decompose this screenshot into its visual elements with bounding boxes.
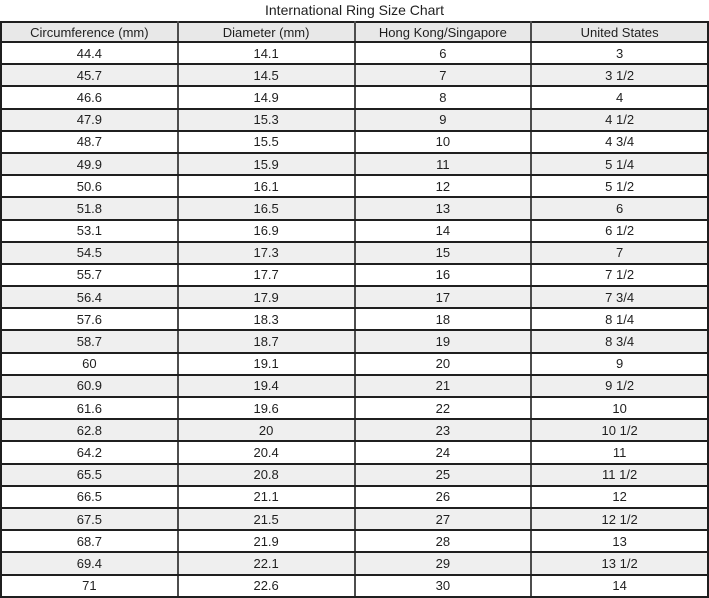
table-row bbox=[1, 64, 708, 86]
table-cell: 68.7 bbox=[1, 530, 178, 552]
table-row bbox=[1, 375, 708, 397]
table-cell: 9 bbox=[355, 109, 532, 131]
table-cell: 16 bbox=[355, 264, 532, 286]
table-cell: 69.4 bbox=[1, 552, 178, 574]
table-cell: 71 bbox=[1, 575, 178, 598]
table-row bbox=[1, 441, 708, 463]
table-cell: 10 1/2 bbox=[531, 419, 708, 441]
table-cell: 15 bbox=[355, 242, 532, 264]
table-cell: 21.1 bbox=[178, 486, 355, 508]
table-row bbox=[1, 353, 708, 375]
table-cell: 19.1 bbox=[178, 353, 355, 375]
table-cell: 49.9 bbox=[1, 153, 178, 175]
table-cell: 44.4 bbox=[1, 42, 178, 64]
table-cell: 20.8 bbox=[178, 464, 355, 486]
table-cell: 58.7 bbox=[1, 330, 178, 352]
table-cell: 14.1 bbox=[178, 42, 355, 64]
table-cell: 53.1 bbox=[1, 220, 178, 242]
table-cell: 13 bbox=[355, 197, 532, 219]
table-cell: 5 1/2 bbox=[531, 175, 708, 197]
table-cell: 16.1 bbox=[178, 175, 355, 197]
table-cell: 64.2 bbox=[1, 441, 178, 463]
table-row bbox=[1, 530, 708, 552]
table-cell: 45.7 bbox=[1, 64, 178, 86]
table-cell: 12 bbox=[355, 175, 532, 197]
table-cell: 20 bbox=[355, 353, 532, 375]
table-cell: 28 bbox=[355, 530, 532, 552]
table-cell: 15.9 bbox=[178, 153, 355, 175]
table-row bbox=[1, 397, 708, 419]
table-cell: 8 bbox=[355, 86, 532, 108]
table-cell: 61.6 bbox=[1, 397, 178, 419]
table-cell: 10 bbox=[531, 397, 708, 419]
table-cell: 26 bbox=[355, 486, 532, 508]
table-header bbox=[1, 22, 708, 42]
table-cell: 21.9 bbox=[178, 530, 355, 552]
table-cell: 62.8 bbox=[1, 419, 178, 441]
table-row bbox=[1, 419, 708, 441]
column-header: Diameter (mm) bbox=[178, 22, 355, 42]
table-cell: 14 bbox=[531, 575, 708, 598]
table-row bbox=[1, 508, 708, 530]
table-cell: 15.5 bbox=[178, 131, 355, 153]
table-cell: 14.5 bbox=[178, 64, 355, 86]
table-row bbox=[1, 175, 708, 197]
table-cell: 21.5 bbox=[178, 508, 355, 530]
table-row bbox=[1, 153, 708, 175]
table-cell: 7 bbox=[355, 64, 532, 86]
table-cell: 4 3/4 bbox=[531, 131, 708, 153]
table-cell: 19.6 bbox=[178, 397, 355, 419]
table-cell: 67.5 bbox=[1, 508, 178, 530]
table-row bbox=[1, 464, 708, 486]
table-row bbox=[1, 308, 708, 330]
table-cell: 15.3 bbox=[178, 109, 355, 131]
table-cell: 8 3/4 bbox=[531, 330, 708, 352]
table-cell: 57.6 bbox=[1, 308, 178, 330]
table-cell: 14 bbox=[355, 220, 532, 242]
table-cell: 48.7 bbox=[1, 131, 178, 153]
table-cell: 27 bbox=[355, 508, 532, 530]
table-cell: 66.5 bbox=[1, 486, 178, 508]
table-cell: 20 bbox=[178, 419, 355, 441]
table-cell: 30 bbox=[355, 575, 532, 598]
table-cell: 12 bbox=[531, 486, 708, 508]
table-row bbox=[1, 131, 708, 153]
table-cell: 3 bbox=[531, 42, 708, 64]
table-cell: 13 1/2 bbox=[531, 552, 708, 574]
table-cell: 25 bbox=[355, 464, 532, 486]
table-body bbox=[1, 42, 708, 597]
table-cell: 3 1/2 bbox=[531, 64, 708, 86]
table-cell: 17 bbox=[355, 286, 532, 308]
table-cell: 6 1/2 bbox=[531, 220, 708, 242]
table-cell: 50.6 bbox=[1, 175, 178, 197]
table-cell: 11 bbox=[355, 153, 532, 175]
table-cell: 60 bbox=[1, 353, 178, 375]
table-cell: 56.4 bbox=[1, 286, 178, 308]
table-cell: 22 bbox=[355, 397, 532, 419]
table-cell: 51.8 bbox=[1, 197, 178, 219]
table-cell: 23 bbox=[355, 419, 532, 441]
table-row bbox=[1, 330, 708, 352]
page-title: International Ring Size Chart bbox=[265, 2, 444, 18]
table-cell: 19 bbox=[355, 330, 532, 352]
table-cell: 8 1/4 bbox=[531, 308, 708, 330]
table-cell: 18 bbox=[355, 308, 532, 330]
table-cell: 47.9 bbox=[1, 109, 178, 131]
table-cell: 11 1/2 bbox=[531, 464, 708, 486]
table-row bbox=[1, 220, 708, 242]
table-cell: 4 1/2 bbox=[531, 109, 708, 131]
table-cell: 21 bbox=[355, 375, 532, 397]
table-cell: 6 bbox=[531, 197, 708, 219]
table-cell: 22.1 bbox=[178, 552, 355, 574]
table-cell: 60.9 bbox=[1, 375, 178, 397]
table-cell: 18.7 bbox=[178, 330, 355, 352]
table-cell: 22.6 bbox=[178, 575, 355, 598]
table-cell: 6 bbox=[355, 42, 532, 64]
table-cell: 7 3/4 bbox=[531, 286, 708, 308]
table-row bbox=[1, 264, 708, 286]
table-row bbox=[1, 109, 708, 131]
table-row bbox=[1, 286, 708, 308]
table-cell: 18.3 bbox=[178, 308, 355, 330]
table-cell: 5 1/4 bbox=[531, 153, 708, 175]
column-header: Circumference (mm) bbox=[1, 22, 178, 42]
table-cell: 17.3 bbox=[178, 242, 355, 264]
table-cell: 10 bbox=[355, 131, 532, 153]
table-cell: 46.6 bbox=[1, 86, 178, 108]
table-cell: 29 bbox=[355, 552, 532, 574]
table-cell: 4 bbox=[531, 86, 708, 108]
table-row bbox=[1, 575, 708, 598]
table-cell: 9 bbox=[531, 353, 708, 375]
table-cell: 7 bbox=[531, 242, 708, 264]
table-cell: 7 1/2 bbox=[531, 264, 708, 286]
table-cell: 54.5 bbox=[1, 242, 178, 264]
table-cell: 16.5 bbox=[178, 197, 355, 219]
table-cell: 14.9 bbox=[178, 86, 355, 108]
table-cell: 9 1/2 bbox=[531, 375, 708, 397]
table-cell: 65.5 bbox=[1, 464, 178, 486]
table-cell: 19.4 bbox=[178, 375, 355, 397]
table-cell: 24 bbox=[355, 441, 532, 463]
table-cell: 17.9 bbox=[178, 286, 355, 308]
column-header: United States bbox=[531, 22, 708, 42]
table-row bbox=[1, 197, 708, 219]
column-header: Hong Kong/Singapore bbox=[355, 22, 532, 42]
table-cell: 13 bbox=[531, 530, 708, 552]
table-header-row bbox=[1, 22, 708, 42]
table-row bbox=[1, 486, 708, 508]
table-cell: 11 bbox=[531, 441, 708, 463]
table-cell: 12 1/2 bbox=[531, 508, 708, 530]
table-row bbox=[1, 552, 708, 574]
table-cell: 17.7 bbox=[178, 264, 355, 286]
table-row bbox=[1, 86, 708, 108]
ring-size-table bbox=[0, 21, 709, 598]
table-row bbox=[1, 242, 708, 264]
table-cell: 20.4 bbox=[178, 441, 355, 463]
table-cell: 16.9 bbox=[178, 220, 355, 242]
table-cell: 55.7 bbox=[1, 264, 178, 286]
table-row bbox=[1, 42, 708, 64]
